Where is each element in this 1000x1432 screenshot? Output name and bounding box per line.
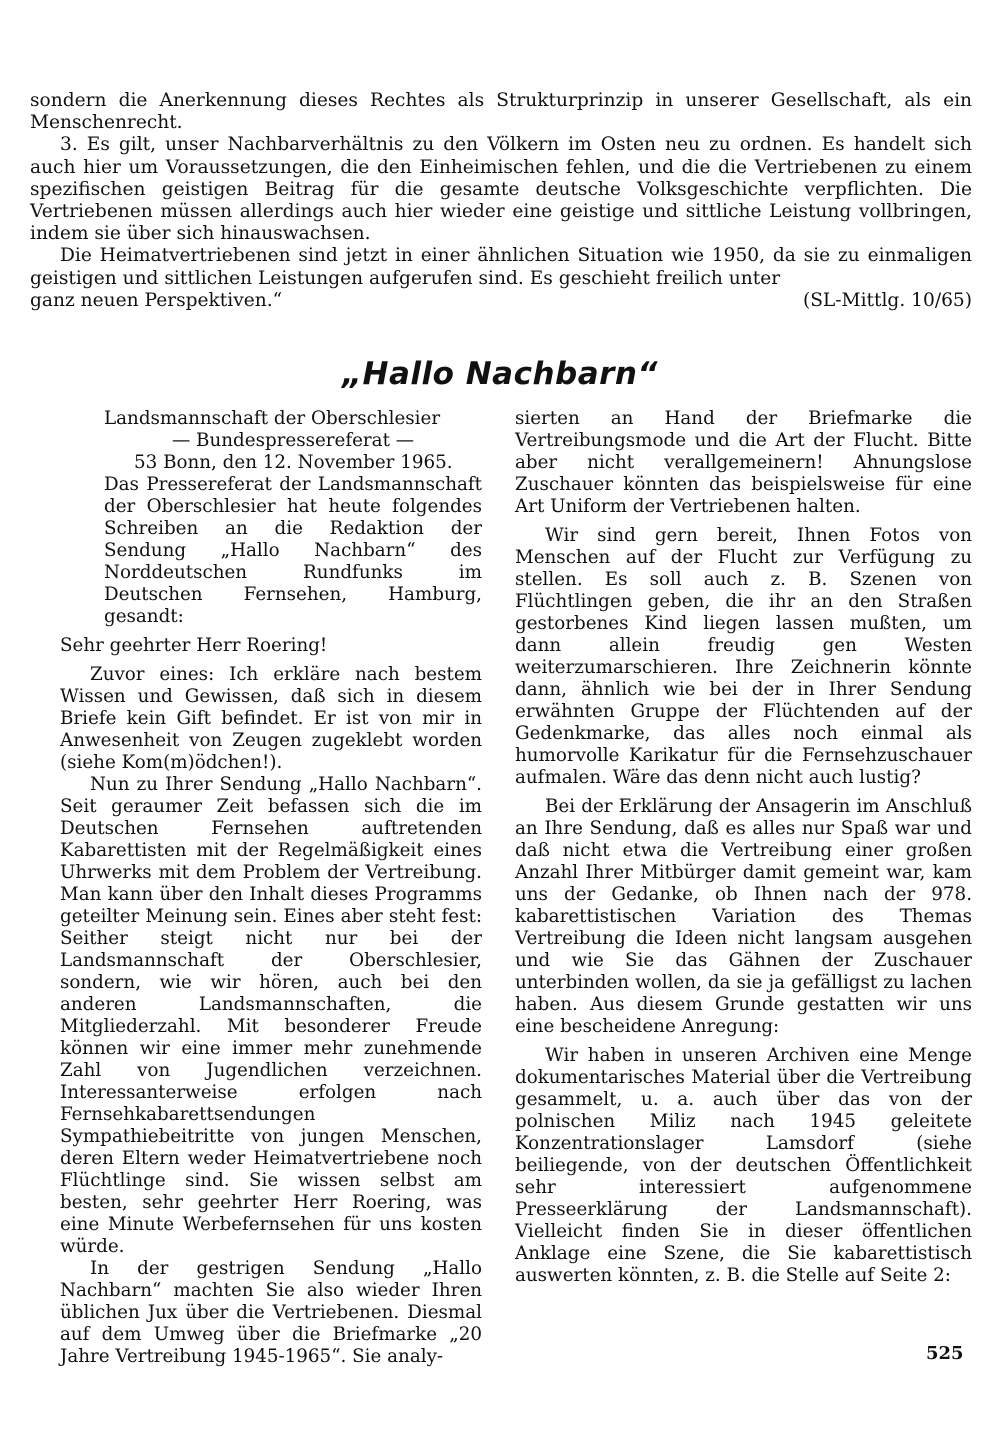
left-paragraph-3: In der gestrigen Sendung „Hallo Nachbarn“ machten Sie also wieder Ihren üblichen Jux über die Vertriebenen. Diesmal auf dem Umweg über die Briefmarke „20 Jahre Vertreibung 1945-1965“. Sie analy- [60, 1258, 482, 1367]
header-organization: Landsmannschaft der Oberschlesier [104, 408, 441, 429]
source-citation: (SL-Mittlg. 10/65) [802, 289, 972, 311]
letter-header [60, 408, 482, 628]
right-paragraph-1: Wir sind gern bereit, Ihnen Fotos von Menschen auf der Flucht zur Verfügung zu stellen. Es soll auch z. B. Szenen von Flüchtlingen geben, die ihr an den Straßen gestorbenes Kind liegen lassen mußten, um dann allein freudig gen Westen weiterzumarschieren. Ihre Zeichnerin könnte dann, ähnlich wie bei der in Ihrer Sendung erwähnten Gruppe der Flüchtenden auf der Gedenkmarke, das alles noch einmal als humorvolle Karikatur für die Fernsehzuschauer aufmalen. Wäre das denn nicht auch lustig? [515, 525, 972, 788]
top-paragraph-2: 3. Es gilt, unser Nachbarverhältnis zu den Völkern im Osten neu zu ordnen. Es handelt sich auch hier um Voraussetzungen, die den Einheimischen fehlen, und die die Vertriebenen zu einem spezifischen geistigen Beitrag für die gesamte deutsche Volksgeschichte verpflichten. Die Vertriebenen müssen allerdings auch hier wieder eine geistige und sittliche Leistung vollbringen, indem sie über sich hinauswachsen. [30, 134, 972, 245]
header-place-date: 53 Bonn, den 12. November 1965. [134, 452, 453, 473]
page-number: 525 [926, 1343, 964, 1364]
left-paragraph-1: Zuvor eines: Ich erkläre nach bestem Wissen und Gewissen, daß sich in diesem Briefe kein Gift befindet. Er ist von mir in Anwesenheit von Zeugen zugeklebt worden (siehe Kom(m)ödchen!). [60, 664, 482, 773]
right-paragraph-3: Wir haben in unseren Archiven eine Menge dokumentarisches Material über die Vertreibung gesammelt, u. a. auch über das von der polnischen Miliz nach 1945 geleitete Konzentrationslager Lamsdorf (siehe beiliegende, von der deutschen Öffentlichkeit sehr interessiert aufgenommene Presseerklärung der Landsmannschaft). Vielleicht finden Sie in dieser öffentlichen Anklage eine Szene, die Sie kabarettistisch auswerten könnten, z. B. die Stelle auf Seite 2: [515, 1045, 972, 1286]
left-column [60, 408, 482, 1368]
header-intro-text: Das Pressereferat der Landsmannschaft der Oberschlesier hat heute folgendes Schreiben an die Redaktion der Sendung „Hallo Nachbarn“ des Norddeutschen Rundfunks im Deutschen Fernsehen, Hamburg, gesandt: [104, 474, 482, 627]
right-paragraph-0: sierten an Hand der Briefmarke die Vertreibungsmode und die Art der Flucht. Bitte aber nicht verallgemeinern! Ahnungslose Zuschauer könnten das beispielsweise für eine Art Uniform der Vertriebenen halten. [515, 408, 972, 517]
right-paragraph-2: Bei der Erklärung der Ansagerin im Anschluß an Ihre Sendung, daß es alles nur Spaß war und daß nicht etwa die Vertreibung einer großen Anzahl Ihrer Mitbürger damit gemeint war, kam uns der Gedanke, ob Ihnen nach der 978. kabarettistischen Variation des Themas Vertreibung die Ideen nicht langsam ausgehen und wie Sie das Gähnen der Zuschauer unterbinden wollen, da sie ja gefälligst zu lachen haben. Aus diesem Grunde gestatten wir uns eine bescheidene Anregung: [515, 796, 972, 1037]
top-paragraph-1: sondern die Anerkennung dieses Rechtes als Strukturprinzip in unserer Gesellschaft, als ein Menschenrecht. [30, 90, 972, 134]
article-headline: „Hallo Nachbarn“ [342, 356, 658, 392]
top-continuation-text [30, 90, 972, 312]
citation-line [30, 290, 972, 312]
header-department: — Bundespressereferat — [171, 430, 415, 451]
top-paragraph-3-end: ganz neuen Perspektiven.“ [30, 289, 283, 311]
left-paragraph-2: Nun zu Ihrer Sendung „Hallo Nachbarn“. Seit geraumer Zeit befassen sich die im Deutschen Fernsehen auftretenden Kabarettisten mit der Regelmäßigkeit eines Uhrwerks mit dem Problem der Vertreibung. Man kann über den Inhalt dieses Programms geteilter Meinung sein. Eines aber steht fest: Seither steigt nicht nur bei der Landsmannschaft der Oberschlesier, sondern, wie wir hören, auch bei den anderen Landsmannschaften, die Mitgliederzahl. Mit besonderer Freude können wir eine immer mehr zunehmende Zahl von Jugendlichen verzeichnen. Interessanterweise erfolgen nach Fernsehkabarettsendungen Sympathiebeitritte von jungen Menschen, deren Eltern weder Heimatvertriebene noch Flüchtlinge sind. Sie wissen selbst am besten, sehr geehrter Herr Roering, was eine Minute Werbefernsehen für uns kosten würde. [60, 774, 482, 1257]
top-paragraph-3: Die Heimatvertriebenen sind jetzt in einer ähnlichen Situation wie 1950, da sie zu einmaligen geistigen und sittlichen Leistungen aufgerufen sind. Es geschieht freilich unter [30, 245, 972, 289]
right-column [515, 408, 972, 1287]
letter-salutation: Sehr geehrter Herr Roering! [60, 635, 328, 656]
